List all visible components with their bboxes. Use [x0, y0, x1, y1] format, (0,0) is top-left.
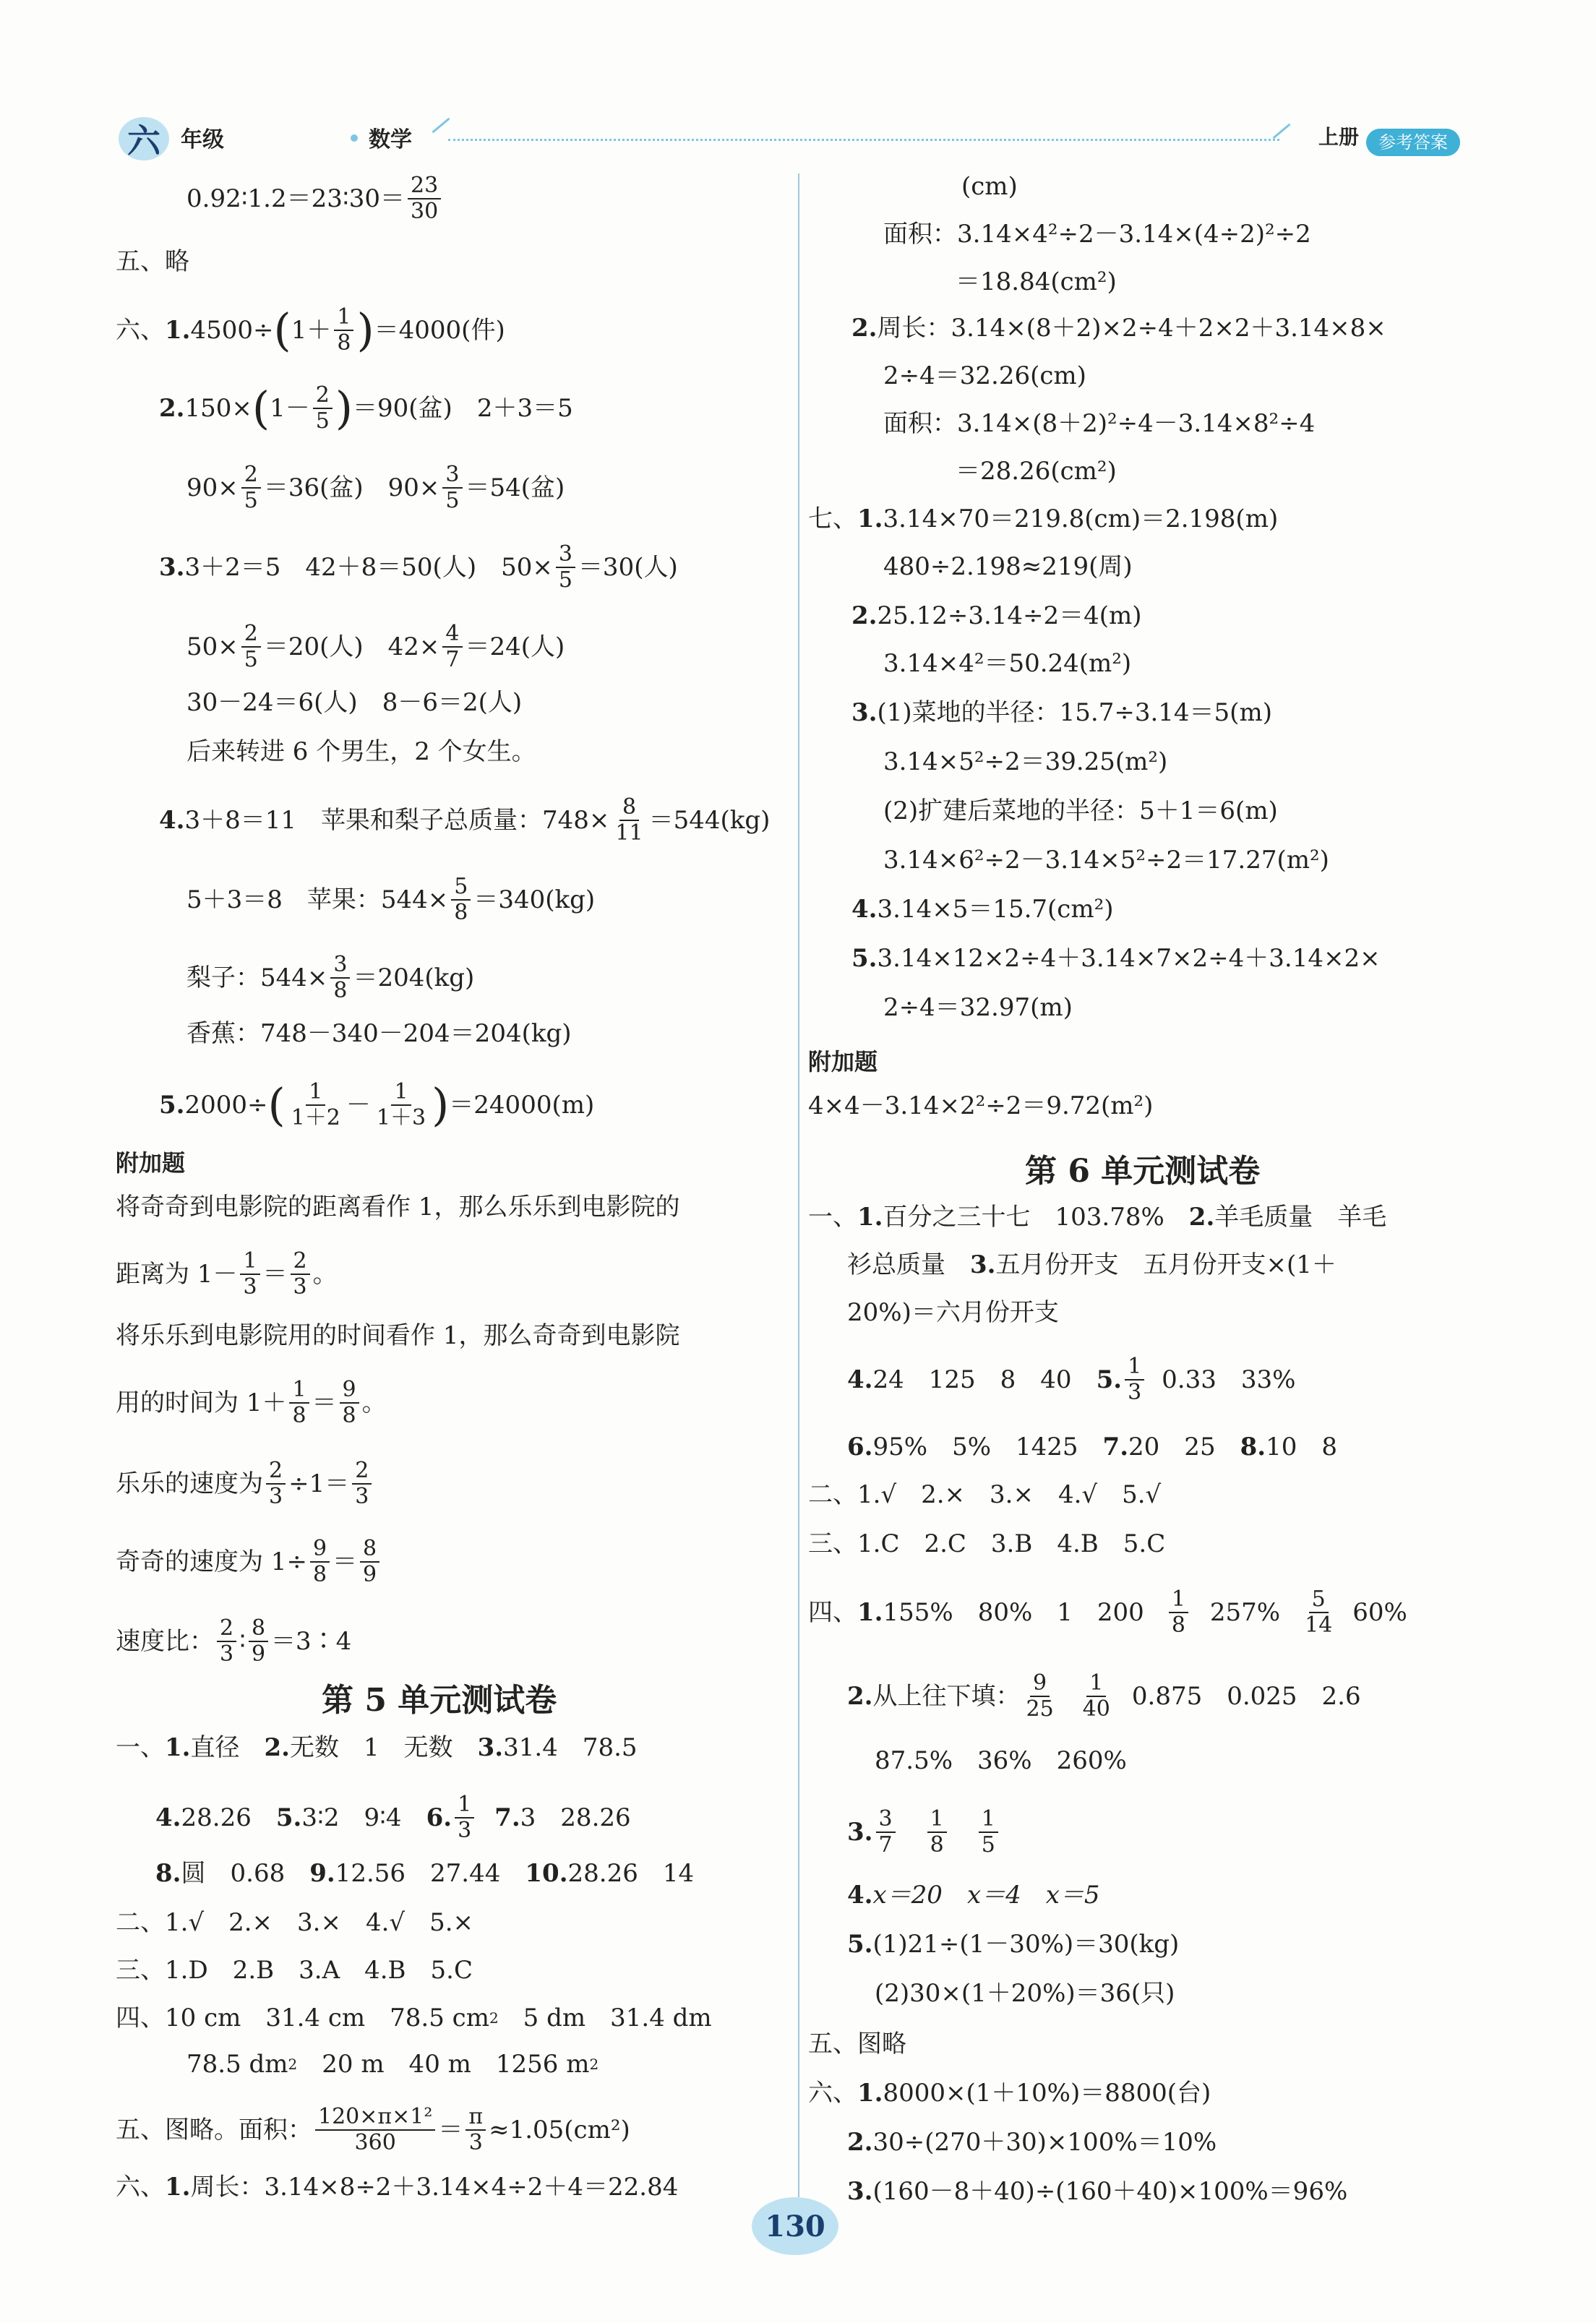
answer-line: 四、 1. 155% 80% 1 200 $\frac{1}{8}$ 257% $\frac{5}{14}$ 60%	[808, 1586, 1407, 1638]
fraction: $\frac{1}{1+2}$	[291, 1079, 340, 1130]
answer-line: 0.92∶1.2＝23∶30＝ $\frac{23}{30}$	[186, 173, 444, 224]
answer-line: 2. 周长：3.14×(8＋2)×2÷4＋2×2＋3.14×8×	[851, 314, 1386, 343]
page-header	[108, 108, 1460, 166]
answer-line: 五、图略。面积： $\frac{\text{120×π×1²}}{360}$ ＝ $\frac{\pi}{3}$ ≈1.05(cm²)	[116, 2104, 630, 2155]
answer-line: 距离为 1－ $\frac{1}{3}$ ＝ $\frac{2}{3}$ 。	[116, 1248, 338, 1300]
answer-line: 90× $\frac{2}{5}$ ＝36(盆) 90× $\frac{3}{5}$ ＝54(盆)	[186, 462, 565, 513]
column-divider	[798, 173, 799, 2197]
answer-line: 2. 从上往下填： $\frac{9}{25}$ $\frac{1}{40}$ 0.875 0.025 2.6	[847, 1670, 1361, 1722]
fraction: $\frac{8}{9}$	[249, 1616, 268, 1667]
fraction: $\frac{3}{5}$	[442, 463, 462, 513]
answer-line: (2)扩建后菜地的半径：5＋1＝6(m)	[883, 796, 1278, 825]
answer-line: 3.14×4²＝50.24(m²)	[883, 649, 1132, 678]
answer-line: 30－24＝6(人) 8－6＝2(人)	[186, 688, 523, 717]
answer-line: 一、 1. 直径 2. 无数 1 无数 3. 31.4 78.5	[116, 1733, 638, 1762]
page-number: 130	[752, 2197, 838, 2255]
answer-line: 4. 3＋8＝11 苹果和梨子总质量：748× $\frac{8}{11}$ ＝544(kg)	[159, 794, 771, 846]
bonus-heading: 附加题	[116, 1149, 186, 1177]
answer-line: 8. 圆 0.68 9. 12.56 27.44 10. 28.26 14	[155, 1859, 695, 1888]
answer-line: 20%)＝六月份开支	[847, 1298, 1059, 1327]
answer-line: 2÷4＝32.97(m)	[883, 993, 1073, 1022]
answer-line: 六、 1. 周长：3.14×8÷2＋3.14×4÷2＋4＝22.84	[116, 2173, 679, 2202]
fraction: $\frac{3}{8}$	[330, 953, 350, 1003]
answer-line: 5. (1)21÷(1－30%)＝30(kg)	[847, 1930, 1180, 1959]
answer-line: (2)30×(1＋20%)＝36(只)	[875, 1979, 1175, 2008]
answer-line: 用的时间为 1＋ $\frac{1}{8}$ ＝ $\frac{9}{8}$ 。	[116, 1377, 387, 1428]
fraction: $\frac{5}{14}$	[1305, 1586, 1333, 1638]
answer-line: 六、 1. 8000×(1＋10%)＝8800(台)	[808, 2079, 1211, 2108]
header-dot	[351, 134, 358, 142]
answer-line: 面积：3.14×(8＋2)²÷4－3.14×8²÷4	[883, 409, 1316, 438]
answer-line: 香蕉：748－340－204＝204(kg)	[186, 1019, 572, 1048]
answer-line: 梨子：544× $\frac{3}{8}$ ＝204(kg)	[186, 952, 475, 1003]
unit-6-title: 第 6 单元测试卷	[1025, 1153, 1261, 1190]
fraction: $\frac{\text{120×π×1²}}{360}$	[315, 2105, 435, 2155]
answer-line: 后来转进 6 个男生，2 个女生。	[186, 737, 536, 766]
answer-line: 2÷4＝32.26(cm)	[883, 361, 1086, 390]
fraction: $\frac{2}{5}$	[241, 463, 261, 513]
unit-5-title: 第 5 单元测试卷	[322, 1682, 557, 1719]
fraction: $\frac{1}{8}$	[289, 1378, 309, 1428]
grade-badge: 六	[119, 117, 169, 160]
fraction: $\frac{2}{3}$	[217, 1616, 236, 1667]
answer-line: 5＋3＝8 苹果：544× $\frac{5}{8}$ ＝340(kg)	[186, 874, 596, 925]
answer-line: 五、略	[116, 247, 189, 276]
answer-line: ＝18.84(cm²)	[956, 267, 1117, 296]
answer-line: 4. 3.14×5＝15.7(cm²)	[851, 895, 1114, 924]
answer-line: 四、10 cm 31.4 cm 78.5 cm 2 5 dm 31.4 dm	[116, 2004, 712, 2032]
answer-line: 4. 24 125 8 40 5. $\frac{1}{3}$ 0.33 33%	[847, 1354, 1296, 1405]
answer-line: 3. 3＋2＝5 42＋8＝50(人) 50× $\frac{3}{5}$ ＝30(人)	[159, 541, 678, 593]
fraction: $\frac{2}{3}$	[266, 1459, 286, 1509]
fraction: $\frac{2}{3}$	[291, 1249, 310, 1300]
fraction: $\frac{1}{3}$	[455, 1792, 474, 1843]
answer-line: 三、1.C 2.C 3.B 4.B 5.C	[808, 1529, 1166, 1558]
answer-line: 六、 1. 4500÷ ( 1＋ $\frac{1}{8}$ ) ＝4000(件)	[116, 304, 505, 356]
answer-line: 4×4－3.14×2²÷2＝9.72(m²)	[808, 1091, 1154, 1120]
answer-line: 面积：3.14×4²÷2－3.14×(4÷2)²÷2	[883, 220, 1311, 249]
fraction: $\frac{23}{30}$	[408, 173, 441, 224]
answer-line: 乐乐的速度为 $\frac{2}{3}$ ÷1＝ $\frac{2}{3}$	[116, 1459, 374, 1509]
fraction: $\frac{3}{7}$	[876, 1807, 896, 1858]
volume-label: 上册	[1318, 125, 1359, 149]
fraction: $\frac{1}{8}$	[927, 1807, 947, 1858]
fraction: $\frac{1}{5}$	[979, 1807, 998, 1858]
answer-line: 6. 95% 5% 1425 7. 20 25 8. 10 8	[847, 1433, 1337, 1461]
answer-line: 3. $\frac{3}{7}$ $\frac{1}{8}$ $\frac{1}{5}$	[847, 1807, 1001, 1858]
header-slash	[432, 118, 450, 134]
answer-line: 2. 150× ( 1－ $\frac{2}{5}$ ) ＝90(盆) 2＋3＝5	[159, 382, 573, 434]
fraction: $\frac{5}{8}$	[451, 875, 471, 925]
fraction: $\frac{2}{5}$	[241, 622, 261, 672]
answer-line: 二、1.√ 2.× 3.× 4.√ 5.√	[808, 1480, 1162, 1509]
answer-line: 二、1.√ 2.× 3.× 4.√ 5.×	[116, 1908, 473, 1937]
answer-line: 4. 28.26 5. 3∶2 9∶4 6. $\frac{1}{3}$ 7. 3 28.26	[155, 1792, 631, 1843]
fraction: $\frac{1}{3}$	[1125, 1354, 1144, 1405]
header-slash-right	[1273, 124, 1291, 139]
answer-line: 衫总质量 3. 五月份开支 五月份开支×(1＋	[847, 1250, 1337, 1279]
answer-line: 5. 2000÷ ( $\frac{1}{1+2}$ － $\frac{1}{1+3}$ ) ＝24000(m)	[159, 1078, 595, 1131]
answer-line: 4. x＝20 x＝4 x＝5	[847, 1881, 1100, 1910]
answer-line: 78.5 dm 2 20 m 40 m 1256 m 2	[186, 2050, 599, 2079]
answer-badge: 参考答案	[1366, 129, 1460, 156]
fraction: $\frac{1}{1+3}$	[376, 1079, 426, 1130]
fraction: $\frac{9}{8}$	[340, 1378, 359, 1428]
fraction: $\frac{\pi}{3}$	[466, 2105, 486, 2155]
fraction: $\frac{2}{3}$	[352, 1459, 372, 1509]
grade-label: 年级	[181, 127, 224, 153]
fraction: $\frac{8}{9}$	[360, 1537, 379, 1587]
answer-line: 一、 1. 百分之三十七 103.78% 2. 羊毛质量 羊毛	[808, 1203, 1387, 1232]
answer-line: 七、 1. 3.14×70＝219.8(cm)＝2.198(m)	[808, 504, 1279, 533]
subject-label: 数学	[369, 127, 412, 153]
answer-line: 5. 3.14×12×2÷4＋3.14×7×2÷4＋3.14×2×	[851, 944, 1381, 973]
answer-line: 50× $\frac{2}{5}$ ＝20(人) 42× $\frac{4}{7}$ ＝24(人)	[186, 621, 565, 672]
answer-line: 将奇奇到电影院的距离看作 1，那么乐乐到电影院的	[116, 1193, 680, 1221]
fraction: $\frac{1}{3}$	[240, 1249, 259, 1300]
answer-line: 2. 25.12÷3.14÷2＝4(m)	[851, 601, 1142, 630]
fraction: $\frac{1}{8}$	[1169, 1587, 1188, 1638]
answer-line: 五、图略	[808, 2030, 906, 2058]
answer-line: 2. 30÷(270＋30)×100%＝10%	[847, 2128, 1217, 2157]
fraction: $\frac{1}{40}$	[1082, 1670, 1110, 1722]
answer-line: 三、1.D 2.B 3.A 4.B 5.C	[116, 1956, 473, 1985]
answer-line: 3.14×5²÷2＝39.25(m²)	[883, 747, 1168, 776]
answer-line: (cm)	[961, 172, 1018, 201]
answer-line: 87.5% 36% 260%	[875, 1746, 1127, 1775]
bonus-heading: 附加题	[808, 1048, 878, 1075]
fraction: $\frac{1}{8}$	[334, 305, 353, 356]
header-rule	[448, 139, 1279, 141]
fraction: $\frac{9}{25}$	[1026, 1670, 1054, 1722]
answer-line: 将乐乐到电影院用的时间看作 1，那么奇奇到电影院	[116, 1321, 680, 1350]
fraction: $\frac{9}{8}$	[310, 1537, 330, 1587]
answer-line: 速度比： $\frac{2}{3}$ ∶ $\frac{8}{9}$ ＝3∶4	[116, 1615, 352, 1667]
answer-line: 奇奇的速度为 1÷ $\frac{9}{8}$ ＝ $\frac{8}{9}$	[116, 1537, 382, 1587]
answer-line: ＝28.26(cm²)	[956, 457, 1117, 486]
fraction: $\frac{3}{5}$	[556, 542, 575, 593]
answer-line: 3.14×6²÷2－3.14×5²÷2＝17.27(m²)	[883, 846, 1329, 875]
answer-line: 3. (160－8＋40)÷(160＋40)×100%＝96%	[847, 2177, 1348, 2206]
fraction: $\frac{8}{11}$	[615, 794, 643, 846]
answer-line: 3. (1)菜地的半径：15.7÷3.14＝5(m)	[851, 698, 1272, 727]
fraction: $\frac{2}{5}$	[313, 383, 332, 434]
answer-line: 480÷2.198≈219(周)	[883, 552, 1133, 581]
fraction: $\frac{4}{7}$	[442, 622, 462, 672]
